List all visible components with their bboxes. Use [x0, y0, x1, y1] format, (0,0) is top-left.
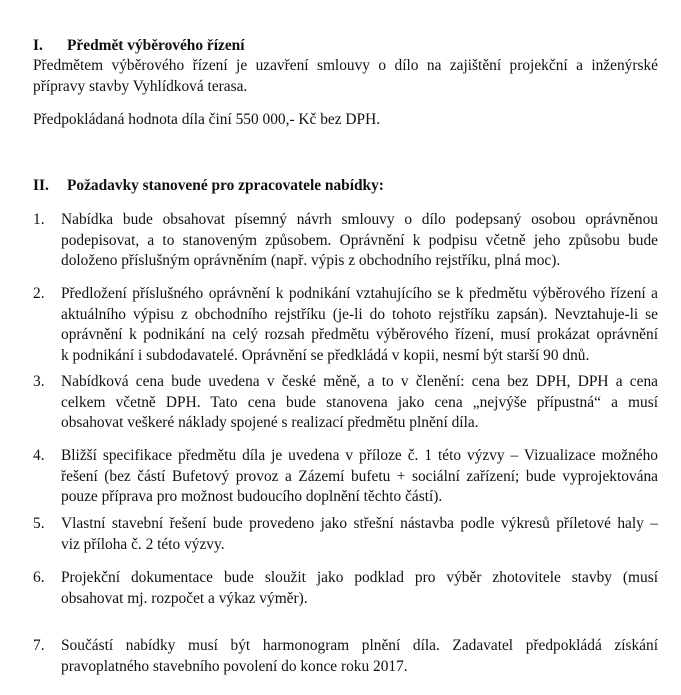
requirement-line: celkem včetně DPH. Tato cena bude stanovena jako cena „nejvýše přípustná“ a musí [61, 393, 658, 411]
requirement-item-5 [33, 514, 658, 555]
requirement-text [61, 372, 658, 434]
requirement-line: Bližší specifikace předmětu díla je uvedena v příloze č. 1 této výzvy – Vizualizace možného [61, 447, 658, 464]
requirement-number: 5. [33, 515, 45, 532]
section-1-paragraph-line: přípravy stavby Vyhlídková terasa. [33, 77, 248, 95]
requirement-line: Projekční dokumentace bude sloužit jako podklad pro výběr zhotovitele stavby (musí [61, 569, 658, 586]
requirement-line: obsahovat veškeré náklady spojené s realizací předmětu plnění díla. [61, 414, 479, 431]
requirement-line: obsahovat mj. rozpočet a výkaz výměr). [61, 589, 308, 607]
section-1-number: I. [33, 37, 43, 54]
requirement-item-2 [33, 284, 658, 366]
requirement-line: pouze příprava pro možnost budoucího doplnění těchto částí). [61, 488, 443, 505]
section-1-paragraph-line: Předmětem výběrového řízení je uzavření smlouvy o dílo na zajištění projekční a inženýrské [33, 57, 658, 74]
requirement-text [61, 210, 658, 272]
section-2-heading [33, 176, 384, 197]
section-2-title: Požadavky stanovené pro zpracovatele nabídky: [67, 177, 384, 194]
requirement-line: Předložení příslušného oprávnění k podnikání vztahujícího se k předmětu výběrového řízení a [61, 285, 658, 302]
requirement-item-4 [33, 446, 658, 508]
estimated-value-text [33, 110, 658, 131]
requirement-line: aktuálního výpisu z obchodního rejstříku (je-li do tohoto rejstříku zapsán). Nevztahuje-li se [61, 305, 658, 323]
requirement-number: 4. [33, 447, 45, 464]
section-1-heading [33, 36, 245, 57]
requirement-number: 3. [33, 373, 45, 390]
requirement-item-7 [33, 636, 658, 677]
requirement-item-3 [33, 372, 658, 434]
requirement-item-6 [33, 568, 658, 609]
requirement-line: doloženo příslušným oprávněním (např. výpis z obchodního rejstříku, plná moc). [61, 252, 561, 269]
requirement-number: 6. [33, 569, 45, 586]
requirement-text [61, 514, 658, 555]
requirement-line: k podnikání i subdodavatelé. Oprávnění se předkládá v kopii, nesmí být starší 90 dnů. [61, 346, 590, 364]
section-2-number: II. [33, 177, 49, 194]
requirement-line: pravoplatného stavebního povolení do konce roku 2017. [61, 657, 408, 675]
section-1-title: Předmět výběrového řízení [67, 37, 245, 54]
requirement-text [61, 636, 658, 677]
requirement-line: Nabídková cena bude uvedena v české měně, a to v členění: cena bez DPH, DPH a cena [61, 373, 658, 390]
requirement-line: viz příloha č. 2 této výzvy. [61, 535, 225, 553]
requirement-line: oprávnění k podnikání na celý rozsah předmětu výběrového řízení, musí prokázat oprávnění [61, 326, 658, 343]
requirement-line: Součástí nabídky musí být harmonogram plnění díla. Zadavatel předpokládá získání [61, 637, 658, 654]
requirement-line: podepisovat, a to stanoveným způsobem. Oprávnění k podpisu včetně jeho způsobu bude [61, 231, 658, 249]
requirement-line: řešení (bez částí Bufetový provoz a Zázemí bufetu + sociální zařízení; bude vyprojektována [61, 467, 658, 485]
requirement-number: 2. [33, 285, 45, 302]
requirement-number: 7. [33, 637, 45, 654]
requirement-text [61, 568, 658, 609]
requirement-line: Vlastní stavební řešení bude provedeno jako střešní nástavba podle výkresů příletové haly – [61, 515, 658, 532]
section-1-paragraph [33, 56, 658, 97]
requirement-line: Nabídka bude obsahovat písemný návrh smlouvy o dílo podepsaný osobou oprávněnou [61, 211, 658, 228]
estimated-value-line: Předpokládaná hodnota díla činí 550 000,- Kč bez DPH. [33, 111, 381, 128]
requirement-text [61, 284, 658, 366]
requirement-number: 1. [33, 211, 45, 228]
requirement-item-1 [33, 210, 658, 272]
requirement-text [61, 446, 658, 508]
